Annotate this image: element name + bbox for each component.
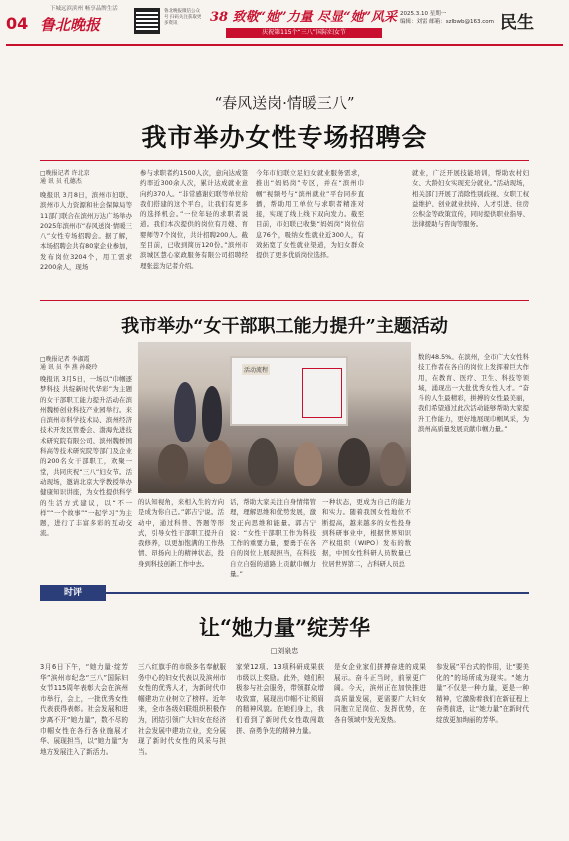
story2-column-1: 晚报讯 3月5日，一场以“巾帼逐梦科技 共绽新时代华彩”为主题的女干部职工能力提升活动在滨州魏桥创业科技产业园举行。来自滨州市科学技术局、滨州经济技术开发区管委会、渤海先进技术研究院有限公司、滨州魏桥国科高等技术研究院等部门及企业的200名女干部职工，欢聚一堂，共同庆祝“三八”妇女节。活动现场，邀请北京大学教授举办健康知识讲座，为女性提供科学的生活方式建议，以“不一样”“一个故事”“一起学习”为主题，进行了丰富多彩的互动交流。 (40, 375, 132, 538)
story1-column-2: 参与求职者约1500人次，意向达成签约率近300余人次，累计达成就业意向约370人。“非常感谢妇联等单位给我们搭建的这个平台，让我们有更多的选择机会。”一位年轻的求职者说道。我们本次提供的岗位有月嫂、育婴师等7个岗位，共计招聘200人。截至目前，已收到简历120份。”滨州市滨城区慧心家政服务有限公司招聘经理张蕊为记者介绍。 (140, 169, 248, 270)
story1-kicker: “春风送岗·情暖三八” (214, 94, 355, 112)
story1-column-4: 就业，广泛开展技能培训，帮助农村妇女、大龄妇女实现充分就业。”活动现场，相关部门开展了消除性别歧视、女职工权益维护、创业就业扶持、人才引进、住房公积金等政策宣传，同时提供职业指导、法律援助与咨询等服务。 (412, 169, 529, 229)
paper-name: 鲁北晚报 (40, 16, 101, 34)
story1-top-rule (40, 160, 529, 161)
screen-title: 活动流程 (242, 364, 270, 375)
qr-caption: 鲁北晚报微信公众号 扫码关注获取更多资讯 (164, 9, 202, 26)
masthead (0, 0, 569, 62)
story3-headline: 让“她力量”绽芳华 (198, 615, 371, 640)
speaker-figure (174, 382, 196, 442)
special-banner (210, 4, 398, 44)
story1-byline (40, 170, 132, 186)
audience-figure (294, 442, 322, 486)
speaker-figure (202, 386, 222, 442)
issue-date: 2025.3.10 星期一 (400, 11, 447, 17)
event-photo (138, 342, 411, 493)
story2-column-4: 一种状态，更成为自己的能力和实力。随着我国女性地位不断提高，越来越多的女性投身到科研事业中，根据世界知识产权组织（WIPO）发布的数据，中国女性科研人员数量已位居世界第二，占科研人员总 (322, 498, 411, 568)
audience-figure (248, 438, 278, 486)
audience-figure (338, 438, 370, 486)
masthead-divider (6, 44, 563, 46)
commentary-tab: 时评 (40, 585, 106, 601)
banner-title: 38 致敬“她”力量 尽显“她”风采 (210, 10, 398, 25)
audience-figure (204, 440, 232, 484)
story3-column-4: 是女企业家们拼搏奋进的成果展示。奋斗正当时，前景更广阔。今天，滨州正在加快推进高质量发展，更需要广大妇女同胞立足岗位、发挥优势，在各自领域中发光发热。 (334, 663, 426, 724)
story2-column-2: 的认知视角，来相入生的方向是成为你自己。”郭吉宁说。活动中，通过科普、答题等形式，引导女性干部职工提升自我修养，以更加饱满的工作热情、昂扬向上的精神状态，投身到科技创新工作中去。 (138, 498, 224, 568)
story1-column-1: 晚报讯 3月8日，滨州市妇联、滨州市人力资源和社会保障局等11部门联合在滨州万达广场举办2025年滨州市“春风送岗·情暖三八”女性专场招聘会。据了解，本场招聘会共有80家企业参加，发布岗位3204个，用工需求2200余人，现场 (40, 191, 132, 272)
story1-column-3: 今年市妇联立足妇女就业服务需求，推出“妈妈岗”专区，并在“滨州巾帼”视频号与“滨州就业”平台同步直播，帮助用工单位与求职者精准对接，实现了线上线下双向发力。截至目前，市妇联已收集“妈妈岗”岗位信息76个，吸纳女性就业近300人，有效拓宽了女性就业渠道，为妇女群众提供了更多优质岗位选择。 (256, 169, 364, 260)
audience-figure (380, 442, 406, 486)
presentation-screen (230, 356, 348, 426)
screen-diagram (302, 368, 342, 418)
page-number: 04 (6, 14, 29, 33)
audience-figure (158, 444, 188, 484)
story1-bottom-rule (40, 300, 529, 301)
story3-column-1: 3月6日下午，“她力量·绽芳华”滨州市纪念“三八”国际妇女节115周年表彰大会在滨州市举行，会上，一批优秀女性代表获得表彰。社会发展和进步离不开“她力量”，数不尽的巾帼女性在各行各业施展才华、展现担当，以“她力量”为地方发展注入了新活力。 (40, 663, 128, 756)
story1-correspondent: 通 讯 员 孔德杰 (40, 178, 82, 185)
story3-column-3: 家荣12项、13项科研成果获市级以上奖励。此外，她们积极参与社会服务，带领群众增收致富，展现出巾帼不让须眉的精神风貌。在她们身上，我们看到了新时代女性敢闯敢拼、奋勇争先的精神力量。 (236, 663, 324, 735)
story2-reporter: □晚报记者 李淑霞 (40, 356, 90, 363)
story1-reporter: □晚报记者 许北京 (40, 170, 90, 177)
story2-byline (40, 356, 132, 372)
story1-headline: 我市举办女性专场招聘会 (141, 123, 428, 152)
issue-editor: 编辑：刘雷 邮箱：szlbwb@163.com (400, 19, 495, 25)
story2-correspondent: 通 讯 员 李 燕 孙晓玲 (40, 364, 98, 371)
issue-info (400, 10, 494, 26)
banner-subtitle: 庆祝第115个“三八”国际妇女节 (226, 28, 382, 38)
qr-code-icon (134, 8, 160, 34)
story2-column-5: 数的48.5%。在滨州，全市广大女性科技工作者在各自的岗位上发挥着巨大作用，在教育、医疗、卫生、科技等领域，涌现出一大批优秀女性人才。“奋斗的人生最精彩，拼搏的女性最美丽，我们希望通过此次活动能够帮助大家提升工作能力，更好地展现巾帼风采，为滨州高质量发展贡献巾帼力量。” (418, 353, 529, 434)
masthead-tagline: 下城远滨滨州 畅享品牌生活 (50, 6, 118, 12)
commentary-rule (106, 592, 529, 594)
story3-column-2: 三八红旗手的市级多名奉献服务中心的妇女代表以及滨州市女性的优秀人才，为新时代巾帼建功立业树立了榜样。近年来，全市各级妇联组织积极作为，团结引领广大妇女在经济社会发展中建功立业，充分展现了新时代女性的风采与担当。 (138, 663, 226, 756)
story2-column-3: 话，帮助大家关注自身情绪管理，理解思维和优势发展，激发正向思维和能量。郭吉宁说：“女性干部职工作为科技工作的重要力量，要勇于在各自的岗位上展现担当，在科技自立自强的道路上贡献巾帼力量。” (230, 498, 316, 579)
story2-headline: 我市举办“女干部职工能力提升”主题活动 (121, 316, 448, 337)
story3-column-5: 参发展”平台式的作用，让“要美化的”的场所成为现实。“她力量”不仅是一种力量，更是一种精神，它激励着我们在新征程上奋勇前进，让“她力量”在新时代绽放更加绚丽的芳华。 (436, 663, 529, 724)
section-name: 民生 (500, 13, 534, 33)
story3-byline: □刘泉忠 (270, 647, 299, 655)
